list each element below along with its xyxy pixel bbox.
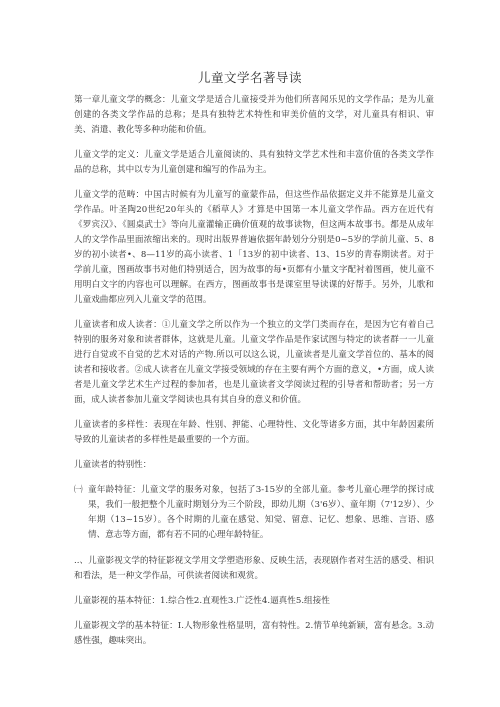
document-body xyxy=(74,93,434,659)
list-marker: ㈠ xyxy=(74,485,83,495)
paragraph-scope: 儿童文学的范畴：中国古时候有为儿童写的童蒙作品，但这些作品依据定义并不能算是儿童文学作品。叶圣陶20世纪20年头的《稻草人》才算是中国第一本儿童文学作品。西方在近代有《罗宾汉》、《圆桌武士》等向儿童灌输正确价值观的故事读物，但这两本故事书。都是从成年人的文学作品里面浓缩出来的。现时出版界普遍依据年龄划分分别是0~5岁的学前儿童、5、8岁的初小读者•、8—11岁的高小读者、1「13岁的初中读者、13、15岁的青春期读者。对于学前儿童，图画故事书对他们特别适合，因为故事的每•页都有小量文字配衬着图画，使儿童不用明白文字的内容也可以理解。在西方，图画故事书是课室里导读课的好帮手。另外，儿歌和儿童戏曲都应列入儿童文学的范围。 xyxy=(74,190,434,305)
paragraph-concept: 第一章儿童文学的概念：儿童文学是适合儿童接受并为他们所喜闻乐见的文学作品；是为儿童创建的各类文学作品的总称；是具有独特艺术特性和审美价值的文学，对儿童具有相识、审美、消遣、教化等多种功能和价值。 xyxy=(74,95,434,135)
list-item-age-features xyxy=(74,483,434,543)
paragraph-film-literature-features: 儿童影视文学的基本特征：I.人物形象性格显明，富有特性。2.情节单纯新颖，富有悬念。3.动感性强，趣味突出。 xyxy=(74,621,434,646)
paragraph-film-features: 儿童影视的基本特征：1.综合性2.直观性3.广泛性4.逼真性5.组接性 xyxy=(74,596,330,606)
paragraph-readers: 儿童读者和成人读者：①儿童文学之所以作为一个独立的文学门类而存在，是因为它有着自己特别的服务对象和读者群体，这就是儿童。儿童文学作品是作家试图与特定的读者群一一儿童进行自觉或不自觉的艺术对话的产物.所以可以这么说，儿童读者是儿童文学首位的、基本的阅读者和接收者。②成人读者在儿童文学接受领域的存在主要有两个方面的意义，•方面，成人读者是儿童文学艺术生产过程的参加者，也是儿童读者文学阅读过程的引导者和帮助者；另一方面，成人读者参加儿童文学阅读也具有其自身的意义和价值。 xyxy=(74,320,434,405)
paragraph-definition: 儿童文学的定义：儿童文学是适合儿童阅读的、具有独特文学艺术性和丰富价值的各类文学作品的总称，其中以专为儿童创建和编写的作品为主。 xyxy=(74,150,434,175)
paragraph-special-heading: 儿童读者的特别性： xyxy=(74,460,152,470)
paragraph-diversity: 儿童读者的多样性：表现在年龄、性别、押能、心理特性、文化等诸多方面，其中年龄因素所导致的儿童读者的多样性是最重要的一个方面。 xyxy=(74,420,434,445)
document-title: 儿童文学名著导读 xyxy=(197,70,302,85)
list-item-text: 童年龄特征：儿童文学的服务对象，包括了3-15岁的全部儿童。参考儿童心理学的探讨成果，我们一般把整个儿童时期划分为三个阶段，即幼儿期（3'6岁）、童年期（7'12岁）、少年期（13~15岁）。各个时期的儿童在感觉、知觉、留意、记忆、想象、思维、言语、感情、意志等方面，都有若不同的心理年龄特征。 xyxy=(88,485,434,540)
paragraph-film-literature: ..、儿童影视文学的特征影视文学用文学塑造形象、反映生活，表现剧作者对生活的感受、相识和看法，是一种文学作品，可供读者阅读和观赏。 xyxy=(74,556,434,581)
